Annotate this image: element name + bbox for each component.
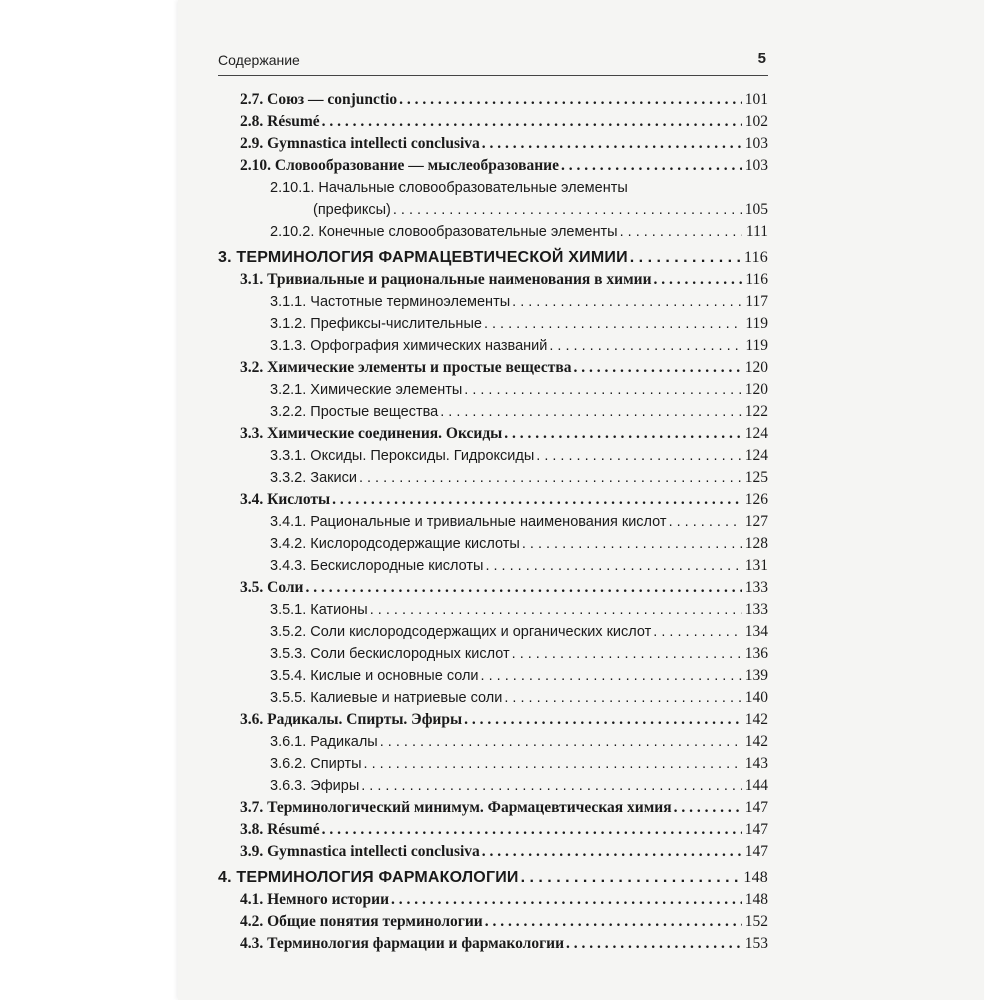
toc-entry-title: 2.8. Résumé [240, 113, 320, 130]
toc-leader-dots [512, 291, 742, 313]
toc-entry-page: 144 [744, 777, 768, 794]
toc-entry-page: 122 [744, 403, 768, 420]
toc-entry [270, 533, 768, 555]
toc-entry [240, 111, 768, 133]
toc-entry [240, 89, 768, 111]
toc-entry-title: 3.5.3. Соли бескислородных кислот [270, 646, 510, 662]
toc-leader-dots [393, 199, 742, 221]
toc-chapter [218, 247, 768, 269]
toc-entry [270, 621, 768, 643]
toc-entry [270, 401, 768, 423]
toc-entry-page: 131 [744, 557, 768, 574]
toc-leader-dots [566, 933, 742, 955]
toc-leader-dots [380, 731, 742, 753]
toc-leader-dots [332, 489, 742, 511]
toc-entry-title: 3.1.1. Частотные терминоэлементы [270, 294, 511, 310]
toc-entry-page: 105 [744, 201, 768, 218]
toc-leader-dots [322, 819, 742, 841]
toc-entry-page: 119 [745, 337, 768, 354]
toc-entry-title: 3.3.1. Оксиды. Пероксиды. Гидроксиды [270, 448, 535, 464]
toc-leader-dots [364, 753, 742, 775]
toc-entry-page: 139 [744, 667, 768, 684]
toc-entry-page: 125 [744, 469, 768, 486]
toc-entry-page: 119 [745, 315, 768, 332]
toc-entry-title: 3.2.1. Химические элементы [270, 382, 463, 398]
toc-entry-title: 4.1. Немного истории [240, 891, 390, 908]
toc-entry-title: 2.9. Gymnastica intellecti conclusiva [240, 135, 480, 152]
toc-chapter [218, 867, 768, 889]
toc-entry-title: 3.4.3. Бескислородные кислоты [270, 558, 484, 574]
toc-entry [240, 155, 768, 177]
toc-entry [240, 933, 768, 955]
toc-entry [270, 687, 768, 709]
toc-entry [240, 841, 768, 863]
toc-leader-dots [440, 401, 742, 423]
toc-entry-title: 3.6.3. Эфиры [270, 778, 360, 794]
toc-entry-page: 147 [744, 843, 768, 860]
toc-entry-title: 4.2. Общие понятия терминологии [240, 913, 483, 930]
toc-entry-title: 2.10.2. Конечные словообразовательные элементы [270, 224, 618, 240]
toc-entry-title: 3.2. Химические элементы и простые вещества [240, 359, 572, 376]
toc-leader-dots [306, 577, 743, 599]
toc-entry-page: 116 [745, 271, 768, 288]
toc-leader-dots [669, 511, 742, 533]
toc-entry-title: 3.3.2. Закиси [270, 470, 357, 486]
toc-entry-title: 4.3. Терминология фармации и фармакологии [240, 935, 564, 952]
toc-entry [270, 555, 768, 577]
toc-entry-page: 142 [744, 733, 768, 750]
toc-entry [270, 511, 768, 533]
toc-leader-dots [561, 155, 742, 177]
toc-entry [270, 643, 768, 665]
toc-entry-page: 127 [744, 513, 768, 530]
toc-entry [240, 709, 768, 731]
toc-entry [270, 665, 768, 687]
toc-entry [270, 731, 768, 753]
toc-entry [240, 133, 768, 155]
toc-entry-title: (префиксы) [313, 202, 391, 218]
toc-leader-dots [359, 467, 742, 489]
toc-leader-dots [464, 379, 742, 401]
toc-entry-title: 3.1. Тривиальные и рациональные наименования в химии [240, 271, 652, 288]
toc-entry-page: 152 [744, 913, 768, 930]
toc-leader-dots [485, 911, 742, 933]
toc-entry-page: 133 [744, 601, 768, 618]
toc-leader-dots [653, 621, 742, 643]
toc-entry [270, 599, 768, 621]
toc-entry-title: 3.6.2. Спирты [270, 756, 362, 772]
toc-leader-dots [482, 133, 742, 155]
toc-entry-page: 148 [744, 891, 768, 908]
toc-entry-title: 2.10. Словообразование — мыслеобразование [240, 157, 559, 174]
toc-entry-page: 147 [744, 799, 768, 816]
toc-chapter-page: 148 [743, 869, 768, 886]
toc-entry-page: 120 [744, 359, 768, 376]
toc-entry-title: 3.5.4. Кислые и основные соли [270, 668, 479, 684]
toc-chapter-title: 3. ТЕРМИНОЛОГИЯ ФАРМАЦЕВТИЧЕСКОЙ ХИМИИ [218, 249, 628, 266]
toc-entry-page: 143 [744, 755, 768, 772]
toc-entry-title: 3.1.2. Префиксы-числительные [270, 316, 482, 332]
toc-entry-page: 102 [744, 113, 768, 130]
toc-entry-title: 3.9. Gymnastica intellecti conclusiva [240, 843, 480, 860]
toc-entry-page: 142 [744, 711, 768, 728]
toc-leader-dots [654, 269, 742, 291]
toc-leader-dots [482, 841, 742, 863]
toc-leader-dots [674, 797, 742, 819]
toc-chapter-page: 116 [743, 249, 768, 266]
toc-entry-page: 134 [744, 623, 768, 640]
toc-leader-dots [361, 775, 742, 797]
toc-entry-page: 117 [745, 293, 768, 310]
toc-entry [240, 577, 768, 599]
toc-leader-dots [370, 599, 742, 621]
toc-entry-page: 140 [744, 689, 768, 706]
toc-entry-title: 3.4.2. Кислородсодержащие кислоты [270, 536, 520, 552]
toc-leader-dots [485, 555, 742, 577]
toc-entry [240, 819, 768, 841]
toc-entry [270, 313, 768, 335]
toc-entry [270, 379, 768, 401]
toc-leader-dots [521, 867, 742, 889]
toc-leader-dots [391, 889, 742, 911]
toc-entry [240, 889, 768, 911]
toc-entry-page: 124 [744, 447, 768, 464]
toc-entry [270, 291, 768, 313]
toc-entry-title: 3.5.1. Катионы [270, 602, 368, 618]
toc-entry-page: 147 [744, 821, 768, 838]
toc-entry-title: 3.1.3. Орфография химических названий [270, 338, 548, 354]
toc-chapter-title: 4. ТЕРМИНОЛОГИЯ ФАРМАКОЛОГИИ [218, 869, 519, 886]
toc-entry-page: 101 [744, 91, 768, 108]
toc-entry-title: 3.4. Кислоты [240, 491, 331, 508]
toc-entry-title: 3.5.2. Соли кислородсодержащих и органических кислот [270, 624, 652, 640]
toc-entry [270, 221, 768, 243]
toc-entry-title: 2.7. Союз — conjunctio [240, 91, 398, 108]
toc-entry-page: 153 [744, 935, 768, 952]
toc-leader-dots [522, 533, 742, 555]
toc-entry-page: 133 [744, 579, 768, 596]
toc-entry-page: 124 [744, 425, 768, 442]
toc-leader-dots [630, 247, 742, 269]
toc-entry [270, 775, 768, 797]
toc-entry-page: 136 [744, 645, 768, 662]
toc-entry [240, 423, 768, 445]
toc-leader-dots [512, 643, 742, 665]
toc-entry-page: 120 [744, 381, 768, 398]
toc-leader-dots [620, 221, 742, 243]
toc-entry [240, 797, 768, 819]
toc-entry-title: 3.3. Химические соединения. Оксиды [240, 425, 503, 442]
toc-entry-title: 3.7. Терминологический минимум. Фармацевтическая химия [240, 799, 672, 816]
toc-entry [313, 199, 768, 221]
toc-entry [240, 911, 768, 933]
toc-entry-page: 103 [744, 157, 768, 174]
toc-entry [240, 269, 768, 291]
toc-entry-title: 3.2.2. Простые вещества [270, 404, 439, 420]
toc-entry-title: 3.5.5. Калиевые и натриевые соли [270, 690, 503, 706]
toc-entry-title: 3.4.1. Рациональные и тривиальные наименования кислот [270, 514, 667, 530]
toc-entry [270, 753, 768, 775]
toc-leader-dots [504, 423, 742, 445]
toc-entry-page: 128 [744, 535, 768, 552]
toc-entry-page: 103 [744, 135, 768, 152]
toc-entry-title: 3.6.1. Радикалы [270, 734, 378, 750]
toc-entry-first-line: 2.10.1. Начальные словообразовательные элементы [270, 180, 628, 196]
toc-leader-dots [573, 357, 742, 379]
toc-leader-dots [399, 89, 742, 111]
toc-entry-title: 3.8. Résumé [240, 821, 320, 838]
toc-leader-dots [549, 335, 742, 357]
toc-entry [240, 357, 768, 379]
toc-entry [240, 489, 768, 511]
toc-leader-dots [464, 709, 742, 731]
toc-entry [270, 335, 768, 357]
toc-entry-title: 3.5. Соли [240, 579, 304, 596]
toc-entry-page: 111 [745, 223, 768, 240]
toc-leader-dots [536, 445, 742, 467]
toc-leader-dots [504, 687, 742, 709]
toc-leader-dots [481, 665, 742, 687]
toc-entry-title: 3.6. Радикалы. Спирты. Эфиры [240, 711, 463, 728]
running-header-title: Содержание [218, 52, 300, 68]
toc-entry [270, 467, 768, 489]
toc-entry-page: 126 [744, 491, 768, 508]
toc-entry [270, 445, 768, 467]
toc-leader-dots [322, 111, 742, 133]
page-number: 5 [757, 50, 766, 67]
toc-leader-dots [484, 313, 742, 335]
